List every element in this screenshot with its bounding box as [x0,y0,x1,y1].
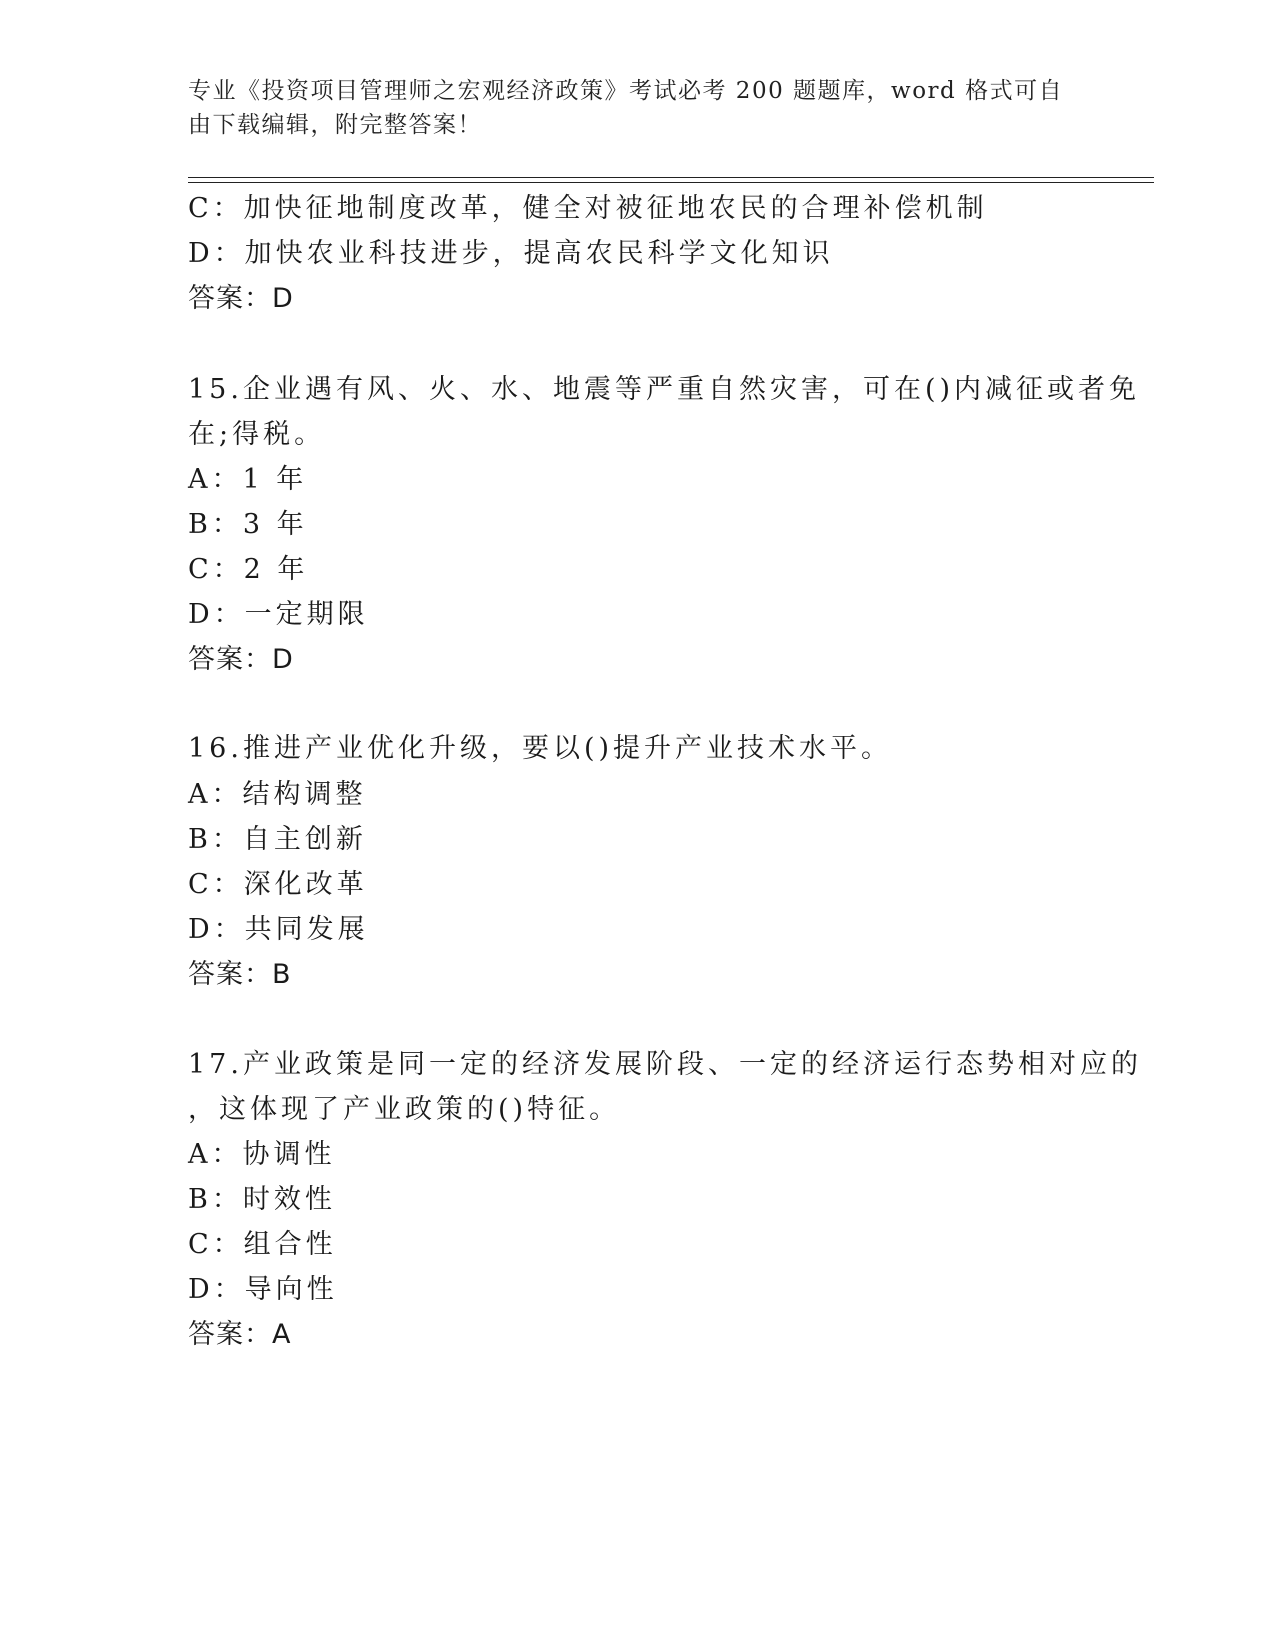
question-17-option-a: A：协调性 [188,1139,336,1170]
question-17-option-d: D：导向性 [188,1274,338,1305]
question-17-stem: 17.产业政策是同一定的经济发展阶段、一定的经济运行态势相对应的 [188,1049,1142,1080]
question-15-option-b: B：3 年 [188,509,308,540]
question-16-stem: 16.推进产业优化升级，要以()提升产业技术水平。 [188,733,893,764]
question-17-stem-cont: ，这体现了产业政策的()特征。 [188,1094,621,1125]
question-15-stem-cont: 在;得税。 [188,419,326,450]
option-d: D：加快农业科技进步，提高农民科学文化知识 [188,238,834,269]
question-16-option-a: A：结构调整 [188,779,367,810]
question-16-option-b: B：自主创新 [188,824,367,855]
question-17-option-c: C：组合性 [188,1229,337,1260]
header-divider-bottom [188,182,1154,183]
option-c: C：加快征地制度改革，健全对被征地农民的合理补偿机制 [188,193,988,224]
question-17-answer: 答案：A [188,1319,292,1350]
question-16-answer: 答案：B [188,959,292,990]
question-16-option-c: C：深化改革 [188,869,368,900]
question-15-option-a: A：1 年 [188,464,308,495]
question-15-option-d: D：一定期限 [188,599,369,630]
question-15-stem: 15.企业遇有风、火、水、地震等严重自然灾害，可在()内减征或者免 [188,374,1141,405]
question-16-option-d: D：共同发展 [188,914,369,945]
document-header [188,74,1068,142]
question-15-option-c: C：2 年 [188,554,309,585]
answer-line: 答案：D [188,283,294,314]
header-divider-top [188,177,1154,178]
question-15-answer: 答案：D [188,644,294,675]
question-17-option-b: B：时效性 [188,1184,336,1215]
header-title: 专业《投资项目管理师之宏观经济政策》考试必考 200 题题库，word 格式可自由下载编辑，附完整答案！ [188,78,1064,138]
